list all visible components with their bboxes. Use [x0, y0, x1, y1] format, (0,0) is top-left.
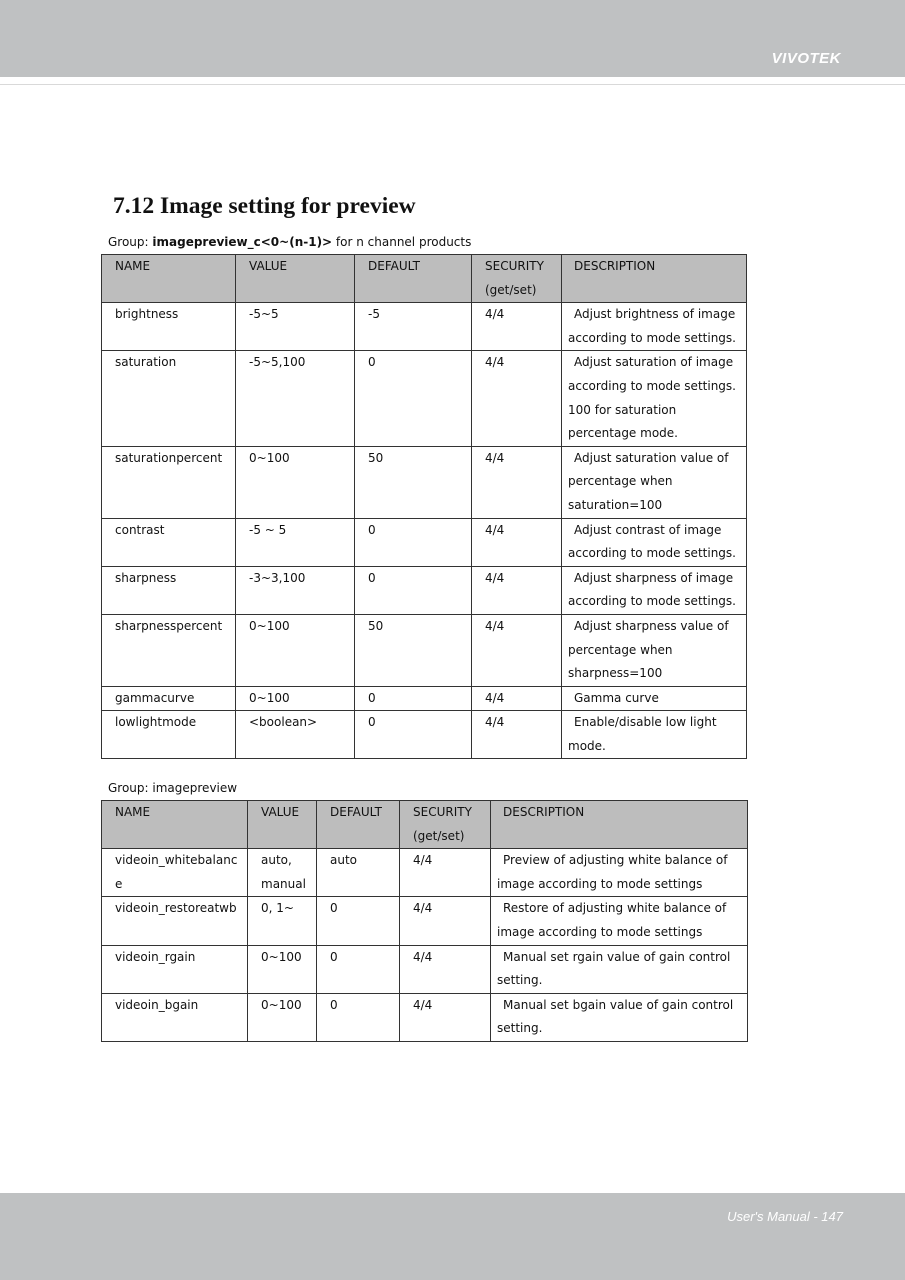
cell-default: auto — [317, 849, 400, 897]
cell-security: 4/4 — [472, 711, 562, 759]
cell-value: -5~5,100 — [236, 351, 355, 446]
cell-name: gammacurve — [102, 686, 236, 711]
cell-security: 4/4 — [472, 566, 562, 614]
cell-security: 4/4 — [472, 303, 562, 351]
table-row — [102, 897, 748, 945]
table-header-row — [102, 801, 748, 849]
cell-description: Manual set rgain value of gain control setting. — [491, 945, 748, 993]
cell-default: 50 — [355, 446, 472, 518]
cell-description: Gamma curve — [562, 686, 747, 711]
cell-value: 0~100 — [248, 945, 317, 993]
cell-description: Manual set bgain value of gain control setting. — [491, 993, 748, 1041]
cell-description: Restore of adjusting white balance of image according to mode settings — [491, 897, 748, 945]
table-row — [102, 945, 748, 993]
cell-value: -5 ~ 5 — [236, 518, 355, 566]
brand-logo: VIVOTEK — [771, 50, 841, 67]
table-row — [102, 711, 747, 759]
table-row — [102, 993, 748, 1041]
cell-value: auto, manual — [248, 849, 317, 897]
cell-name: contrast — [102, 518, 236, 566]
table-image-preview — [101, 800, 748, 1042]
col-header-security: SECURITY (get/set) — [472, 255, 562, 303]
col-header-default: DEFAULT — [317, 801, 400, 849]
cell-description: Enable/disable low light mode. — [562, 711, 747, 759]
cell-security: 4/4 — [472, 614, 562, 686]
cell-security: 4/4 — [400, 945, 491, 993]
cell-value: 0~100 — [236, 614, 355, 686]
cell-description: Adjust saturation of image according to mode settings. 100 for saturation percentage mode. — [562, 351, 747, 446]
cell-name: saturationpercent — [102, 446, 236, 518]
cell-default: 0 — [355, 711, 472, 759]
page-header — [0, 0, 905, 77]
table-row — [102, 566, 747, 614]
cell-name: brightness — [102, 303, 236, 351]
cell-security: 4/4 — [400, 897, 491, 945]
cell-security: 4/4 — [400, 993, 491, 1041]
col-header-value: VALUE — [248, 801, 317, 849]
cell-name: videoin_rgain — [102, 945, 248, 993]
cell-security: 4/4 — [472, 351, 562, 446]
table-row — [102, 518, 747, 566]
table1-body — [102, 303, 747, 759]
col-header-value: VALUE — [236, 255, 355, 303]
table-row — [102, 446, 747, 518]
cell-value: -5~5 — [236, 303, 355, 351]
cell-description: Preview of adjusting white balance of image according to mode settings — [491, 849, 748, 897]
table-row — [102, 351, 747, 446]
table-image-preview-channel — [101, 254, 747, 759]
table-row — [102, 686, 747, 711]
cell-name: saturation — [102, 351, 236, 446]
cell-default: 0 — [355, 566, 472, 614]
col-header-description: DESCRIPTION — [491, 801, 748, 849]
col-header-default: DEFAULT — [355, 255, 472, 303]
col-header-name: NAME — [102, 801, 248, 849]
page-footer — [0, 1193, 905, 1280]
table-row — [102, 614, 747, 686]
col-header-security: SECURITY (get/set) — [400, 801, 491, 849]
cell-description: Adjust brightness of image according to mode settings. — [562, 303, 747, 351]
cell-security: 4/4 — [472, 518, 562, 566]
section-title: 7.12 Image setting for preview — [113, 193, 416, 219]
table-header-row — [102, 255, 747, 303]
cell-name: lowlightmode — [102, 711, 236, 759]
group-suffix: for n channel products — [332, 235, 472, 249]
cell-description: Adjust contrast of image according to mode settings. — [562, 518, 747, 566]
cell-value: 0~100 — [236, 686, 355, 711]
cell-default: 0 — [355, 518, 472, 566]
cell-default: 0 — [317, 897, 400, 945]
group-name: imagepreview_c<0~(n-1)> — [152, 235, 333, 249]
cell-security: 4/4 — [400, 849, 491, 897]
cell-security: 4/4 — [472, 446, 562, 518]
table2-group-label: Group: imagepreview — [108, 781, 238, 795]
page-number: User's Manual - 147 — [727, 1209, 843, 1224]
col-header-description: DESCRIPTION — [562, 255, 747, 303]
cell-default: 50 — [355, 614, 472, 686]
col-header-name: NAME — [102, 255, 236, 303]
table2-body — [102, 849, 748, 1042]
cell-security: 4/4 — [472, 686, 562, 711]
cell-default: 0 — [355, 686, 472, 711]
cell-name: videoin_bgain — [102, 993, 248, 1041]
table-row — [102, 849, 748, 897]
cell-value: 0~100 — [236, 446, 355, 518]
cell-name: videoin_whitebalance — [102, 849, 248, 897]
cell-value: -3~3,100 — [236, 566, 355, 614]
cell-description: Adjust saturation value of percentage when saturation=100 — [562, 446, 747, 518]
cell-default: 0 — [317, 945, 400, 993]
cell-description: Adjust sharpness value of percentage when sharpness=100 — [562, 614, 747, 686]
header-divider — [0, 84, 905, 85]
cell-value: 0, 1~ — [248, 897, 317, 945]
cell-name: sharpness — [102, 566, 236, 614]
group-prefix: Group: — [108, 235, 153, 249]
cell-default: -5 — [355, 303, 472, 351]
cell-name: videoin_restoreatwb — [102, 897, 248, 945]
table1-group-label — [108, 235, 471, 249]
cell-value: 0~100 — [248, 993, 317, 1041]
cell-description: Adjust sharpness of image according to mode settings. — [562, 566, 747, 614]
cell-default: 0 — [317, 993, 400, 1041]
table-row — [102, 303, 747, 351]
cell-name: sharpnesspercent — [102, 614, 236, 686]
cell-default: 0 — [355, 351, 472, 446]
cell-value: <boolean> — [236, 711, 355, 759]
